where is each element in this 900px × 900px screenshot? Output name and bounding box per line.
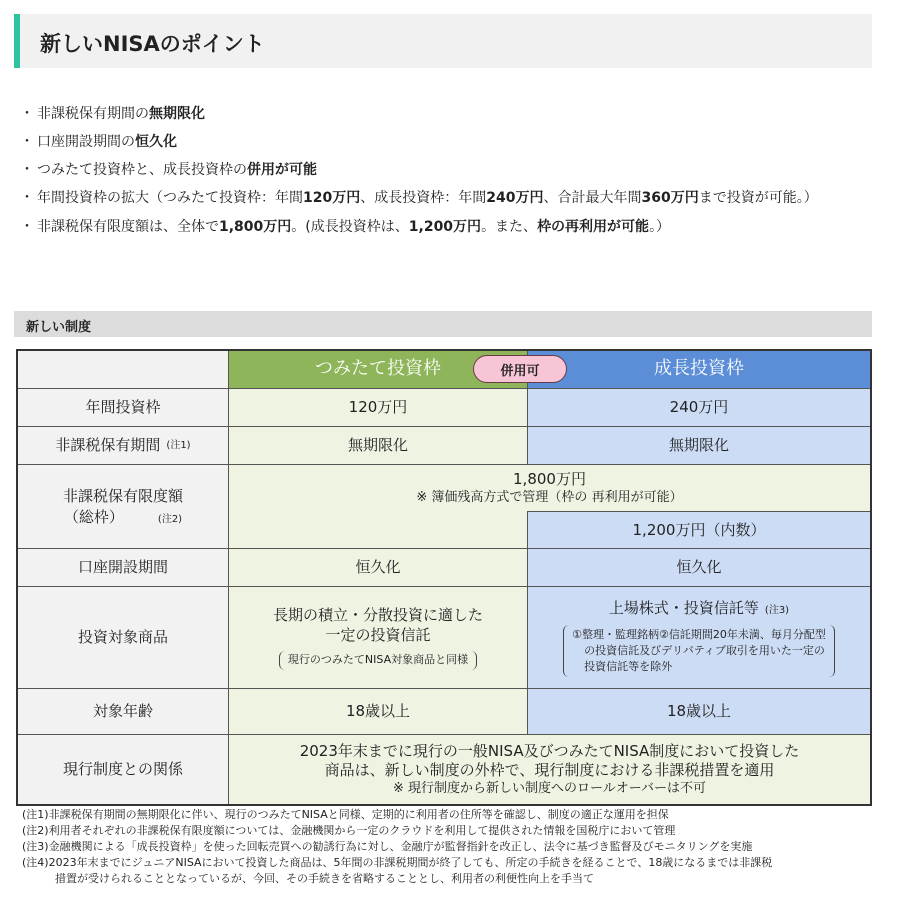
cell-period-tsumitate xyxy=(229,427,528,465)
cell-value: 商品は、新しい制度の外枠で、現行制度における非課税措置を適用 xyxy=(324,761,775,780)
row-label: 口座開設期間 xyxy=(77,558,168,577)
row-label-products xyxy=(18,587,229,689)
bracket-line: の投資信託及びデリバティブ取引を用いた一定の xyxy=(584,643,825,657)
row-label: 年間投資枠 xyxy=(85,398,161,417)
point-bold: 併用が可能 xyxy=(247,162,317,178)
bracket-line: ①整理・監理銘柄②信託期間20年未満、毎月分配型 xyxy=(572,627,826,641)
cell-account-seicho xyxy=(528,549,870,587)
row-label-age xyxy=(18,689,229,735)
cell-annual-seicho xyxy=(528,389,870,427)
cell-age-tsumitate xyxy=(229,689,528,735)
list-item xyxy=(20,104,860,125)
row-label-limit xyxy=(18,465,229,549)
cell-subnote: ※ 簿価残高方式で管理（枠の 再利用が可能） xyxy=(416,490,683,506)
cell-heading xyxy=(609,598,789,618)
note-marker: (注3) xyxy=(764,605,790,617)
row-label-period xyxy=(18,427,229,465)
cell-bracket-note xyxy=(563,625,835,677)
point-text: 。また、 xyxy=(481,219,538,235)
cell-limit-tsumitate xyxy=(229,511,528,549)
page-title: 新しいNISAのポイント xyxy=(40,32,265,56)
point-text: 口座開設期間の xyxy=(37,134,135,150)
cell-value: 1,800万円 xyxy=(513,470,586,489)
cell-value: 120万円 xyxy=(348,398,408,417)
row-label: 現行制度との関係 xyxy=(62,760,183,779)
point-bold: 360万円 xyxy=(641,190,699,206)
cell-value: 恒久化 xyxy=(355,558,401,577)
row-label-relation xyxy=(18,735,229,804)
corner-cell xyxy=(18,351,229,389)
point-text: 、合計最大年間 xyxy=(543,190,642,206)
note-marker: (注2) xyxy=(157,513,183,525)
row-label-annual xyxy=(18,389,229,427)
point-text: 年間投資枠の拡大（つみたて投資枠：年間 xyxy=(37,190,303,206)
cell-account-tsumitate xyxy=(229,549,528,587)
cell-period-seicho xyxy=(528,427,870,465)
cell-value: 18歳以上 xyxy=(345,702,411,721)
row-label: 投資対象商品 xyxy=(77,628,168,647)
row-label: 非課税保有限度額 xyxy=(62,487,183,506)
list-item xyxy=(20,217,860,238)
note-marker: (注1) xyxy=(166,439,191,451)
footnote: (注4)2023年末までにジュニアNISAにおいて投資した商品は、5年間の非課税期間が終了しても、所定の手続きを経ることで、18歳になるまでは非課税 xyxy=(22,856,773,869)
footnotes xyxy=(22,807,882,887)
point-bold: 1,200万円 xyxy=(408,219,482,235)
page-title-bar xyxy=(14,14,872,68)
row-label-sub-text: （総枠） xyxy=(63,507,124,526)
cell-value: 1,200万円（内数） xyxy=(632,520,766,539)
point-text: 。(成長投資枠は、 xyxy=(291,219,409,235)
cell-heading-text: 上場株式・投資信託等 xyxy=(608,599,759,618)
cell-products-seicho xyxy=(528,587,870,689)
point-text: まで投資が可能。） xyxy=(698,190,818,206)
cell-value: 無期限化 xyxy=(347,436,408,455)
cell-annual-tsumitate xyxy=(229,389,528,427)
cell-value: 2023年末までに現行の一般NISA及びつみたてNISA制度において投資した xyxy=(299,741,800,760)
combined-use-badge xyxy=(473,355,567,383)
seicho-header xyxy=(528,351,870,389)
point-bold: 恒久化 xyxy=(135,134,177,150)
cell-age-seicho xyxy=(528,689,870,735)
cell-value: 長期の積立・分散投資に適した xyxy=(272,605,483,624)
point-text: 非課税保有期間の xyxy=(37,106,149,122)
cell-value: 18歳以上 xyxy=(666,702,732,721)
cell-value: 恒久化 xyxy=(676,558,722,577)
cell-limit-total xyxy=(229,465,870,511)
cell-limit-seicho xyxy=(528,511,870,549)
cell-relation xyxy=(229,735,870,804)
bracket-line: 投資信託等を除外 xyxy=(584,659,673,673)
footnote-continued: 措置が受けられることとなっているが、今回、その手続きを省略することとし、利用者の利便性向上を手当て xyxy=(55,872,594,885)
system-table xyxy=(16,349,872,806)
row-label: 対象年齢 xyxy=(92,702,153,721)
cell-products-tsumitate xyxy=(229,587,528,689)
tsumitate-header-label: つみたて投資枠 xyxy=(315,358,441,380)
cell-value: 無期限化 xyxy=(668,436,729,455)
point-text: つみたて投資枠と、成長投資枠の xyxy=(37,162,247,178)
point-bold: 無期限化 xyxy=(149,106,205,122)
point-text: 、成長投資枠：年間 xyxy=(360,190,487,206)
point-bold: 枠の再利用が可能 xyxy=(537,219,650,235)
point-bold: 240万円 xyxy=(486,190,544,206)
cell-value: 240万円 xyxy=(669,398,729,417)
footnote: (注1)非課税保有期間の無期限化に伴い、現行のつみたてNISAと同様、定期的に利用者の住所等を確認し、制度の適正な運用を担保 xyxy=(22,808,669,821)
list-item xyxy=(20,160,860,181)
badge-label: 併用可 xyxy=(500,363,540,379)
cell-value: 一定の投資信託 xyxy=(325,626,431,645)
cell-bracket-note: 現行のつみたてNISA対象商品と同様 xyxy=(279,651,477,670)
point-text: 。） xyxy=(649,219,671,235)
list-item xyxy=(20,132,860,153)
row-label-sub xyxy=(64,507,182,527)
seicho-header-label: 成長投資枠 xyxy=(654,358,744,380)
row-label: 非課税保有期間 xyxy=(55,436,161,455)
footnote: (注3)金融機関による「成長投資枠」を使った回転売買への勧誘行為に対し、金融庁が監督指針を改正し、法令に基づき監督及びモニタリングを実施 xyxy=(22,840,753,853)
row-label-account xyxy=(18,549,229,587)
point-bold: 1,800万円 xyxy=(219,219,292,235)
cell-subnote: ※ 現行制度から新しい制度へのロールオーバーは不可 xyxy=(392,780,707,796)
section-header xyxy=(14,311,872,337)
point-bold: 120万円 xyxy=(303,190,361,206)
section-title: 新しい制度 xyxy=(26,320,92,335)
key-points-list xyxy=(20,104,860,245)
point-text: 非課税保有限度額は、全体で xyxy=(37,219,219,235)
list-item xyxy=(20,184,860,212)
footnote: (注2)利用者それぞれの非課税保有限度額については、金融機関から一定のクラウドを利用して提供された情報を国税庁において管理 xyxy=(22,824,676,837)
